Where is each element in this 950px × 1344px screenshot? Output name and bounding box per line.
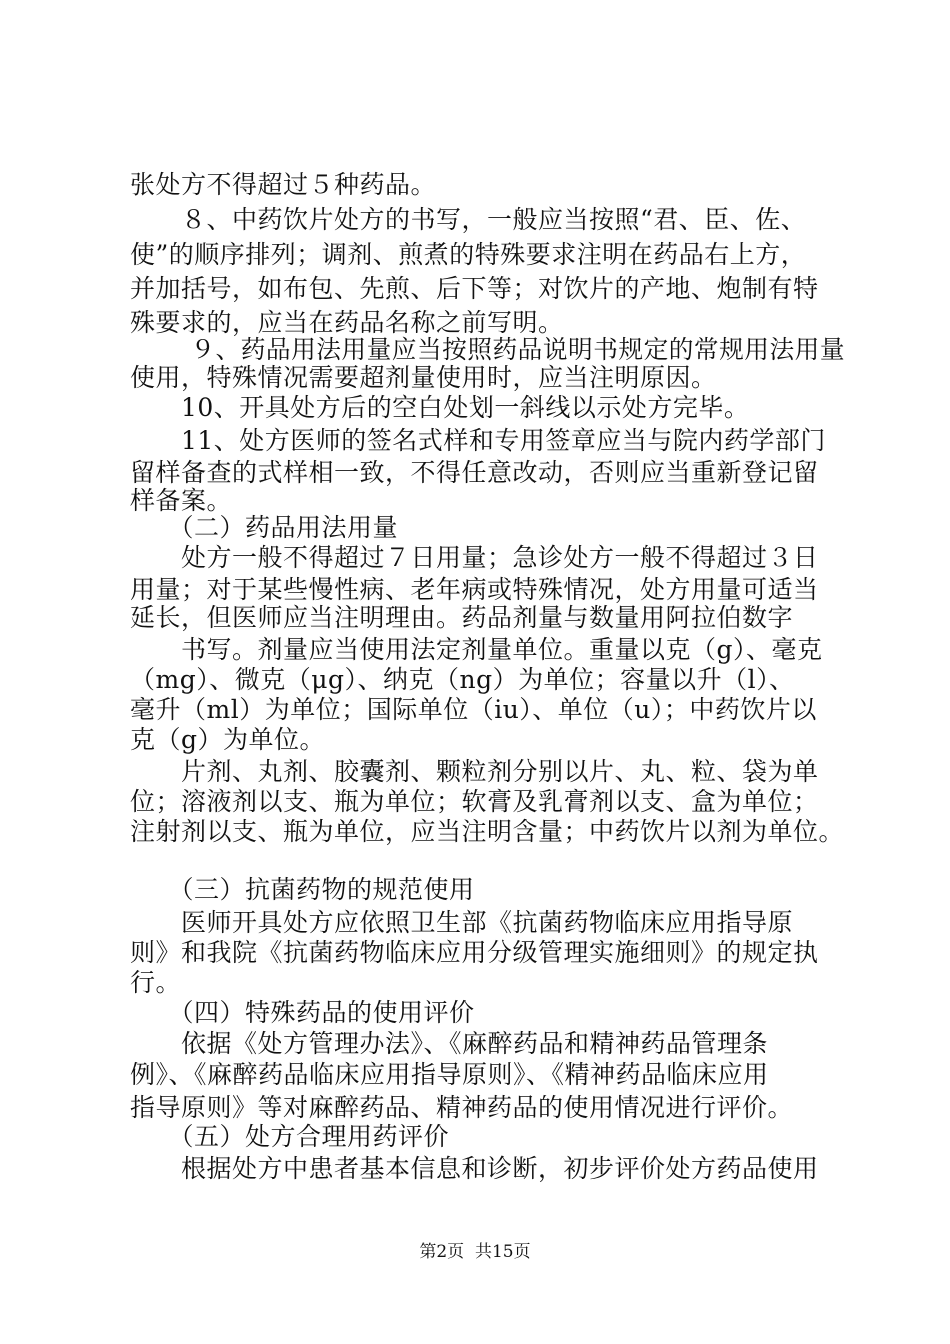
body-line: 指导原则》等对麻醉药品、精神药品的使用情况进行评价。 <box>130 1093 794 1122</box>
body-line: 延长，但医师应当注明理由。药品剂量与数量用阿拉伯数字 <box>130 603 794 632</box>
body-line: （mg）、微克（μg）、纳克（ng）为单位；容量以升（l）、 <box>130 665 795 694</box>
body-line: 依据《处方管理办法》、《麻醉药品和精神药品管理条 <box>130 1029 769 1058</box>
body-line: 并加括号，如布包、先煎、后下等；对饮片的产地、炮制有特 <box>130 274 819 303</box>
body-line: 根据处方中患者基本信息和诊断，初步评价处方药品使用 <box>130 1154 819 1183</box>
body-line: 使用，特殊情况需要超剂量使用时，应当注明原因。 <box>130 363 717 392</box>
body-line: 行。 <box>130 968 182 997</box>
body-line: 使”的顺序排列；调剂、煎煮的特殊要求注明在药品右上方， <box>130 240 807 269</box>
section-heading: （二）药品用法用量 <box>130 513 399 542</box>
body-line: ８、中药饮片处方的书写，一般应当按照“君、臣、佐、 <box>130 205 807 234</box>
section-heading: （三）抗菌药物的规范使用 <box>130 875 475 904</box>
section-heading: （四）特殊药品的使用评价 <box>130 998 475 1027</box>
body-line: 医师开具处方应依照卫生部《抗菌药物临床应用指导原 <box>130 908 794 937</box>
body-line: 留样备查的式样相一致，不得任意改动，否则应当重新登记留 <box>130 458 819 487</box>
body-line: ９、药品用法用量应当按照药品说明书规定的常规用法用量 <box>140 335 846 364</box>
body-line: 11、处方医师的签名式样和专用签章应当与院内药学部门 <box>130 426 826 455</box>
body-line: 殊要求的，应当在药品名称之前写明。 <box>130 308 564 337</box>
body-line: 位；溶液剂以支、瓶为单位；软膏及乳膏剂以支、盒为单位； <box>130 787 819 816</box>
body-line: 注射剂以支、瓶为单位，应当注明含量；中药饮片以剂为单位。 <box>130 817 845 846</box>
body-line: 例》、《麻醉药品临床应用指导原则》、《精神药品临床应用 <box>130 1060 769 1089</box>
body-line: 克（g）为单位。 <box>130 725 326 754</box>
body-line: 毫升（ml）为单位；国际单位（iu）、单位（u）；中药饮片以 <box>130 695 817 724</box>
page-number-footer: 第2页 共15页 <box>419 1242 531 1262</box>
body-line: 10、开具处方后的空白处划一斜线以示处方完毕。 <box>130 393 750 422</box>
body-line: 片剂、丸剂、胶囊剂、颗粒剂分别以片、丸、粒、袋为单 <box>130 757 819 786</box>
body-line: 处方一般不得超过７日用量；急诊处方一般不得超过３日 <box>130 543 819 572</box>
body-line: 样备案。 <box>130 486 233 515</box>
body-line: 书写。剂量应当使用法定剂量单位。重量以克（g）、毫克 <box>130 635 823 664</box>
body-line: 用量；对于某些慢性病、老年病或特殊情况，处方用量可适当 <box>130 575 819 604</box>
section-heading: （五）处方合理用药评价 <box>130 1122 450 1151</box>
body-line: 张处方不得超过５种药品。 <box>130 170 437 199</box>
body-line: 则》和我院《抗菌药物临床应用分级管理实施细则》的规定执 <box>130 938 819 967</box>
